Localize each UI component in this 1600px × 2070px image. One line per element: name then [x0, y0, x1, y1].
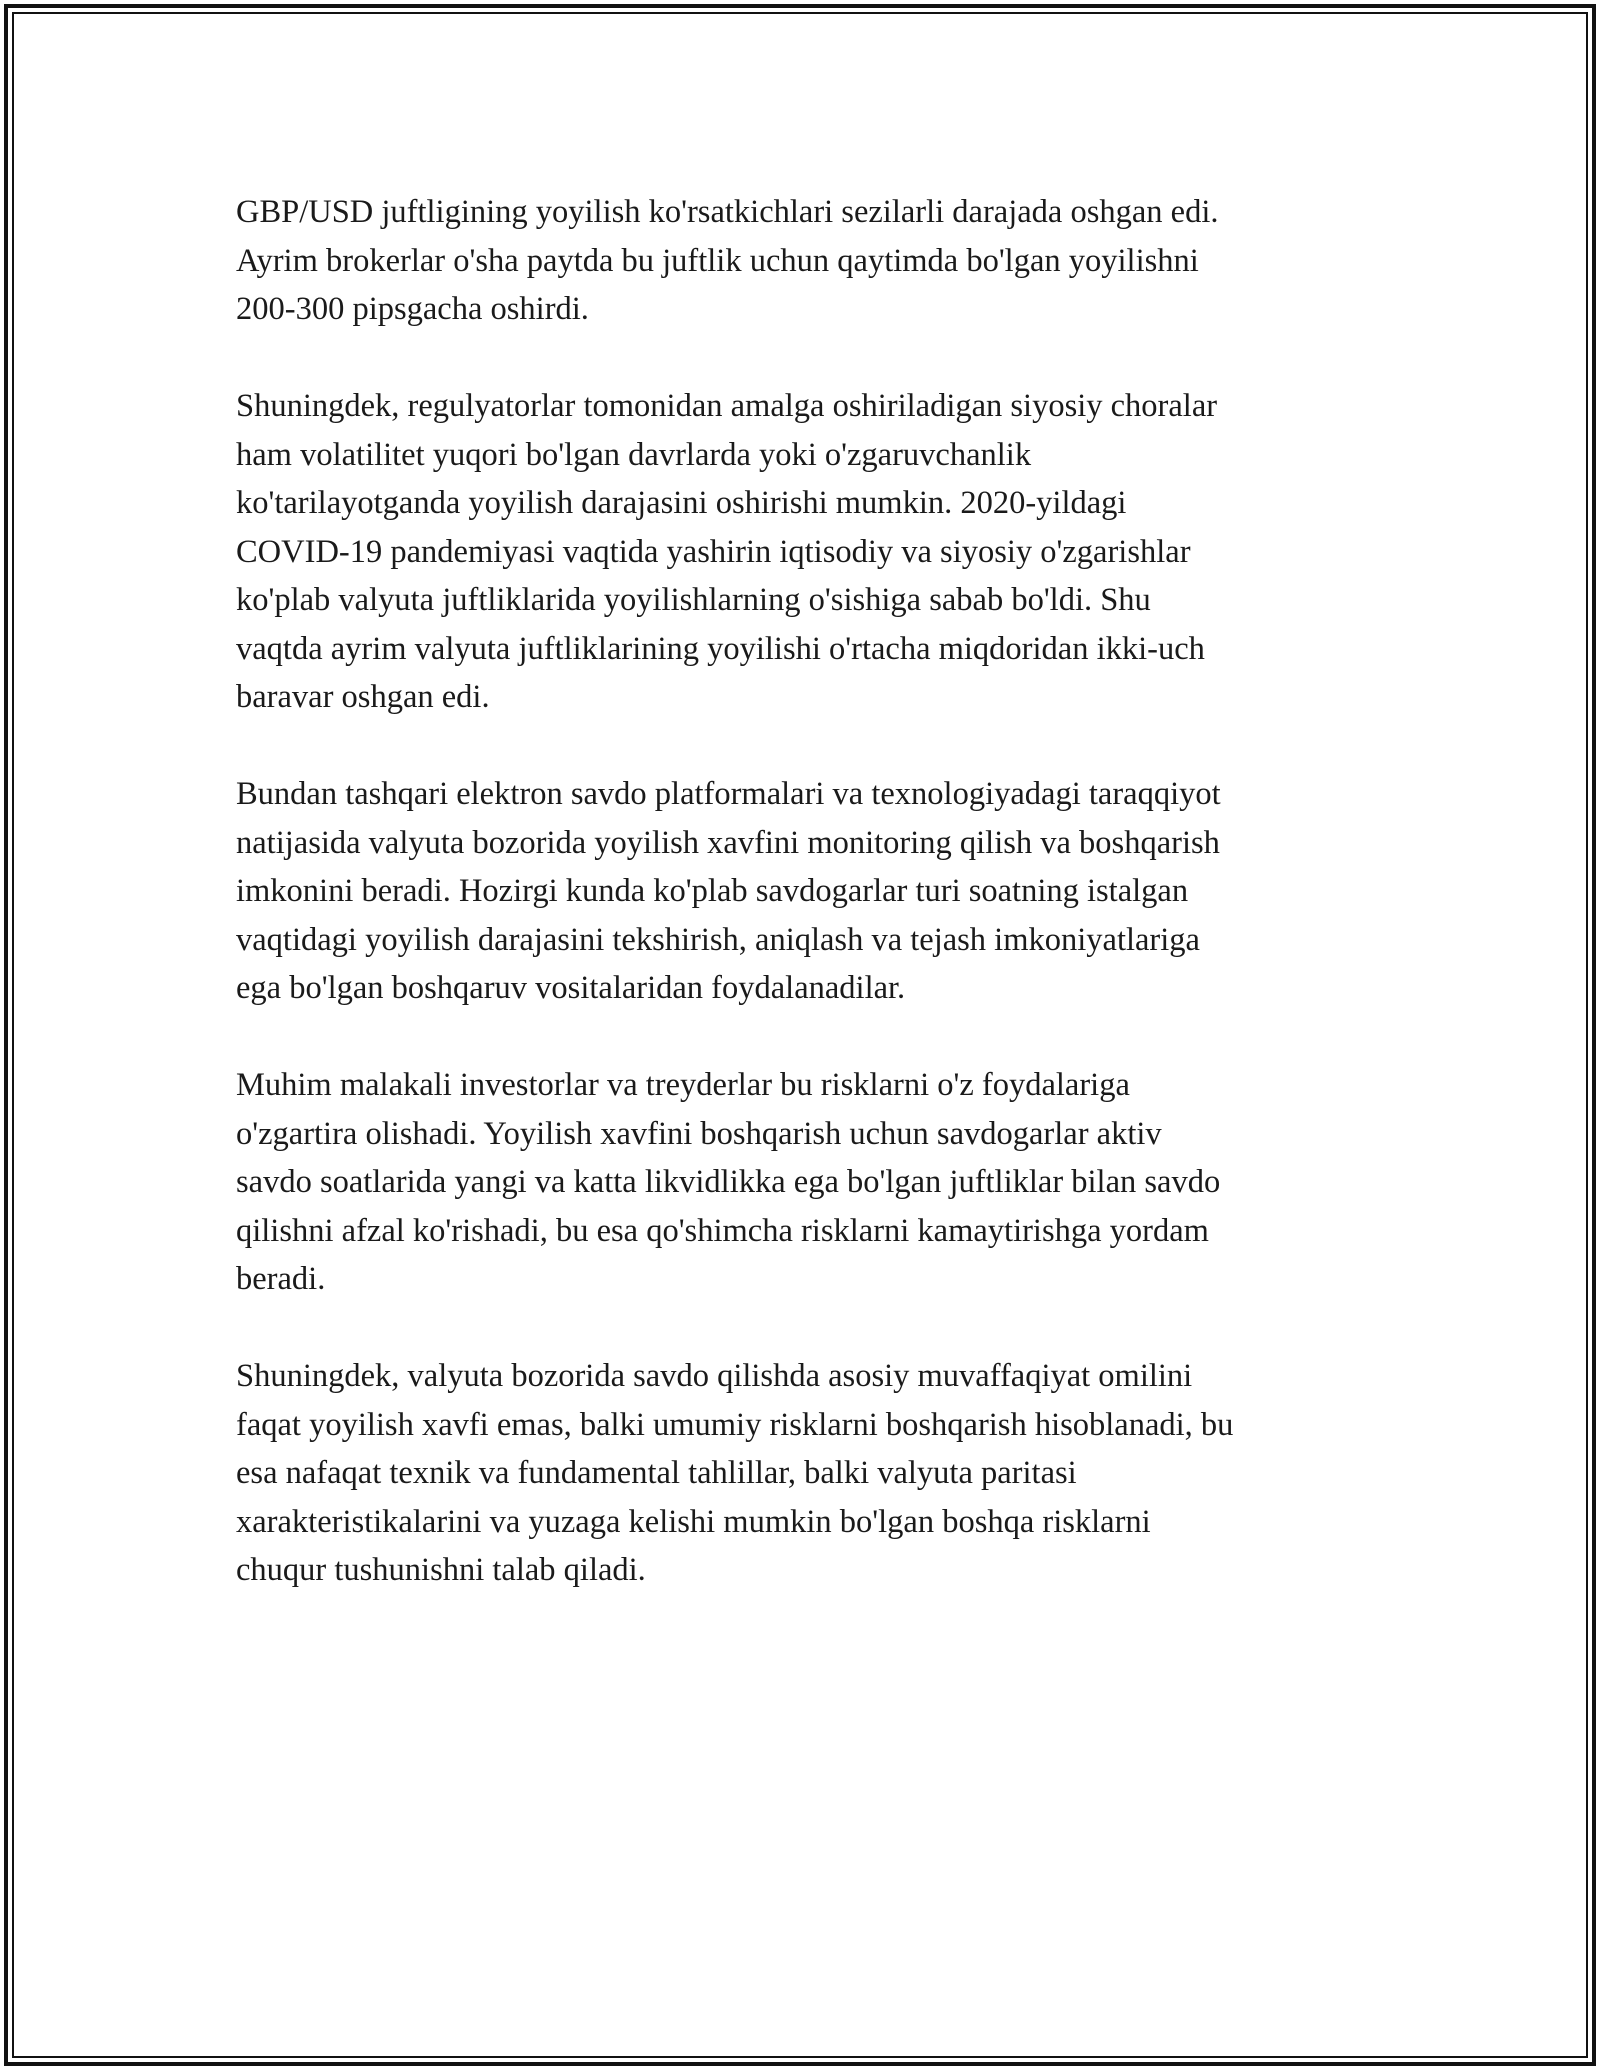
text-line: Muhim malakali investorlar va treyderlar bu risklarni o'z foydalariga — [236, 1067, 1130, 1103]
paragraph-gbp-usd-spread — [236, 188, 1376, 334]
text-line: faqat yoyilish xavfi emas, balki umumiy risklarni boshqarish hisoblanadi, bu — [236, 1406, 1234, 1443]
paragraph-electronic-platforms — [236, 770, 1376, 1013]
text-line: Bundan tashqari elektron savdo platformalari va texnologiyadagi taraqqiyot — [236, 776, 1221, 812]
paragraph-investors-traders — [236, 1061, 1376, 1304]
text-line: Shuningdek, valyuta bozorida savdo qilishda asosiy muvaffaqiyat omilini — [236, 1358, 1193, 1394]
paragraph-risk-management — [236, 1352, 1376, 1595]
text-line: qilishni afzal ko'rishadi, bu esa qo'shimcha risklarni kamaytirishga yordam — [236, 1212, 1209, 1249]
text-line: vaqtidagi yoyilish darajasini tekshirish, aniqlash va tejash imkoniyatlariga — [236, 921, 1200, 958]
text-line: natijasida valyuta bozorida yoyilish xavfini monitoring qilish va boshqarish — [236, 824, 1220, 861]
text-line: esa nafaqat texnik va fundamental tahlillar, balki valyuta paritasi — [236, 1455, 1077, 1491]
text-line: o'zgartira olishadi. Yoyilish xavfini boshqarish uchun savdogarlar aktiv — [236, 1115, 1162, 1152]
text-line: chuqur tushunishni talab qiladi. — [236, 1552, 646, 1588]
text-line: ham volatilitet yuqori bo'lgan davrlarda yoki o'zgaruvchanlik — [236, 436, 1032, 473]
text-line: ko'plab valyuta juftliklarida yoyilishlarning o'sishiga sabab bo'ldi. Shu — [236, 582, 1151, 618]
text-line: vaqtda ayrim valyuta juftliklarining yoyilishi o'rtacha miqdoridan ikki-uch — [236, 630, 1205, 667]
paragraph-regulators-covid — [236, 382, 1376, 722]
text-line: ko'tarilayotganda yoyilish darajasini oshirishi mumkin. 2020-yildagi — [236, 485, 1127, 521]
text-line: Ayrim brokerlar o'sha paytda bu juftlik uchun qaytimda bo'lgan yoyilishni — [236, 242, 1199, 279]
text-line: GBP/USD juftligining yoyilish ko'rsatkichlari sezilarli darajada oshgan edi. — [236, 194, 1219, 230]
text-line: savdo soatlarida yangi va katta likvidlikka ega bo'lgan juftliklar bilan savdo — [236, 1164, 1221, 1200]
text-line: baravar oshgan edi. — [236, 679, 490, 715]
text-line: Shuningdek, regulyatorlar tomonidan amalga oshiriladigan siyosiy choralar — [236, 388, 1218, 424]
text-line: imkonini beradi. Hozirgi kunda ko'plab savdogarlar turi soatning istalgan — [236, 873, 1189, 909]
text-line: xarakteristikalarini va yuzaga kelishi mumkin bo'lgan boshqa risklarni — [236, 1503, 1151, 1540]
text-line: ega bo'lgan boshqaruv vositalaridan foydalanadilar. — [236, 970, 906, 1006]
document-body — [236, 188, 1376, 1643]
text-line: 200-300 pipsgacha oshirdi. — [236, 291, 589, 327]
text-line: COVID-19 pandemiyasi vaqtida yashirin iqtisodiy va siyosiy o'zgarishlar — [236, 533, 1191, 570]
text-line: beradi. — [236, 1261, 326, 1297]
